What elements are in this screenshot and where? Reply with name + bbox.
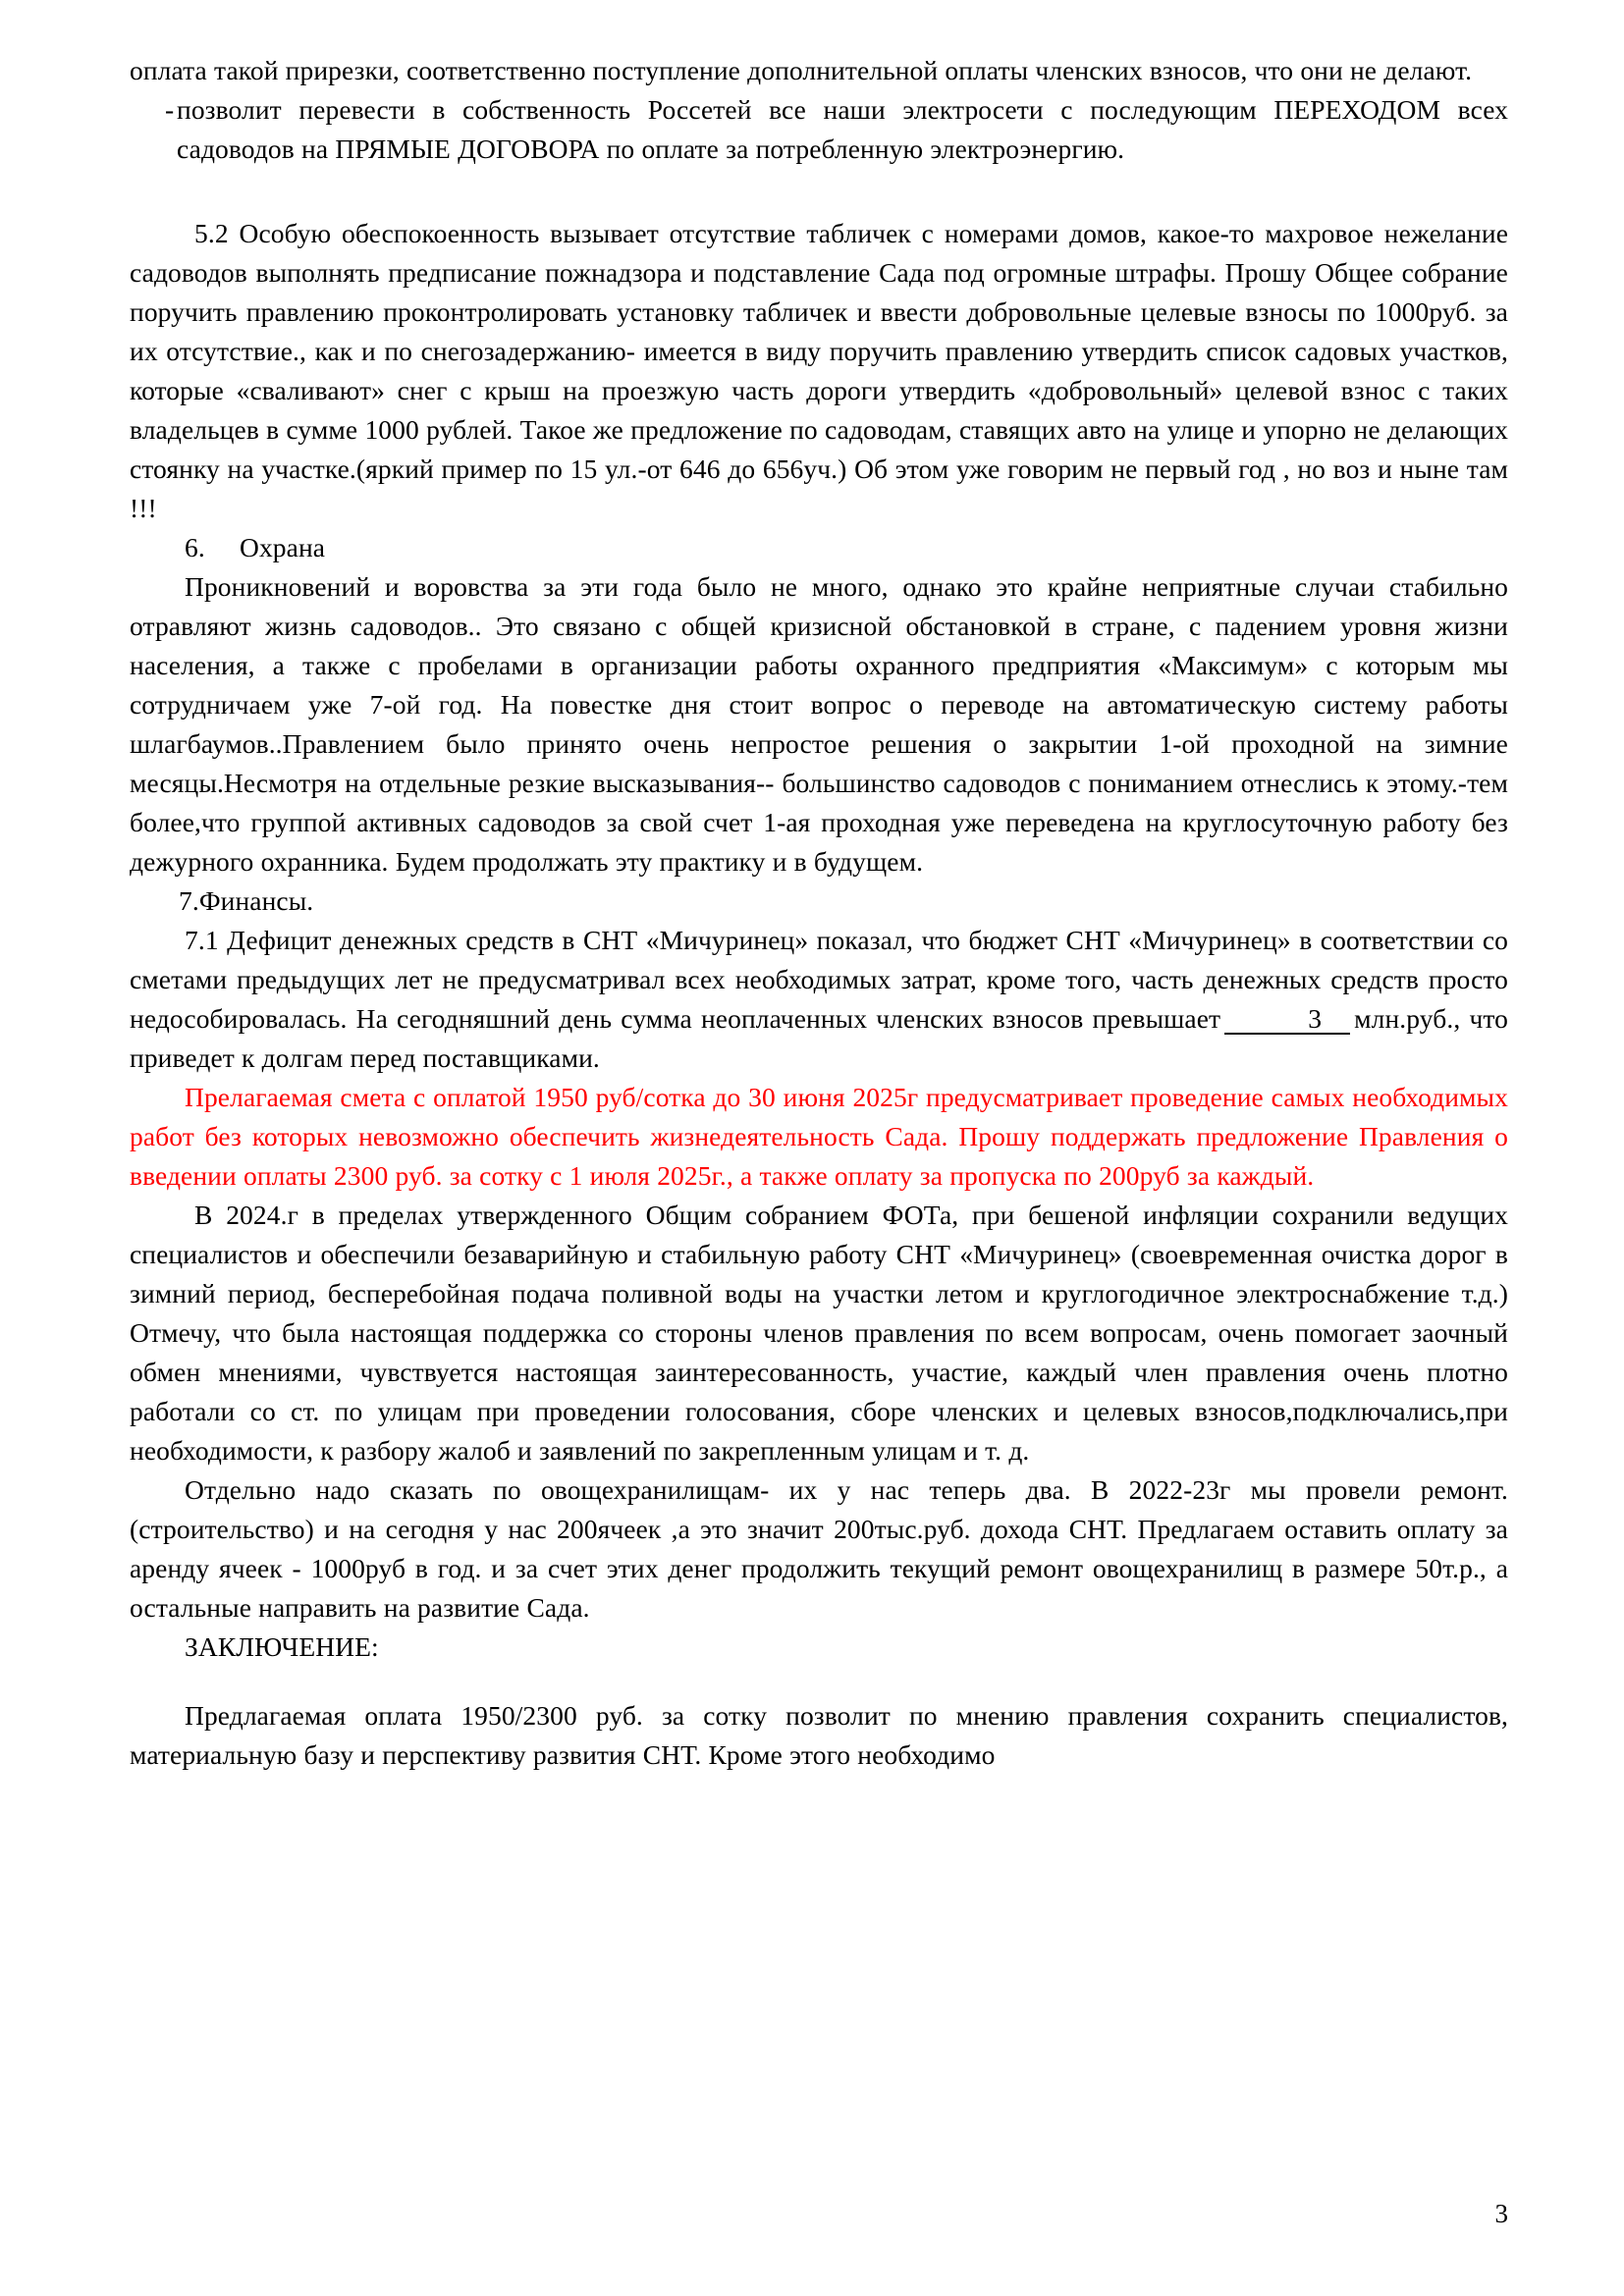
section-7-heading: 7.Финансы. [179,885,314,916]
paragraph-7-1-part-b: млн.руб., что приведет к долгам перед поставщиками. [130,1003,1508,1073]
paragraph-continued: оплата такой прирезки, соответственно поступление дополнительной оплаты членских взносов, что они не делают. [130,55,1473,85]
paragraph-red-proposal: Прелагаемая смета с оплатой 1950 руб/сотка до 30 июня 2025г предусматривает проведение самых необходимых работ без которых невозможно обеспечить жизнедеятельность Сада. Прошу поддержать предложение Правления о введении оплаты 2300 руб. за сотку с 1 июля 2025г., а также оплату за пропуска по 200руб за каждый. [130,1082,1508,1191]
paragraph-6-security: Проникновений и воровства за эти года было не много, однако это крайне неприятные случаи стабильно отравляют жизнь садоводов.. Это связано с общей кризисной обстановкой в стране, с падением уровня жизни населения, а также с пробелами в организации работы охранного предприятия «Максимум» с которым мы сотрудничаем уже 7-ой год. На повестке дня стоит вопрос о переводе на автоматическую систему работы шлагбаумов..Правлением было принято очень непростое решения о закрытии 1-ой проходной на зимние месяцы.Несмотря на отдельные резкие высказывания-- большинство садоводов с пониманием отнеслись к этому.-тем более,что группой активных садоводов за свой счет 1-ая проходная уже переведена на круглосуточную работу без дежурного охранника. Будем продолжать эту практику и в будущем. [130,571,1508,877]
section-6-number: 6. [185,532,205,562]
bullet-dash-marker: - [165,94,175,125]
paragraph-vegetable-storage: Отдельно надо сказать по овощехранилищам- их у нас теперь два. В 2022-23г мы провели ремонт.(строительство) и на сегодня у нас 200ячеек ,а это значит 200тыс.руб. дохода СНТ. Предлагаем оставить оплату за аренду ячеек - 1000руб в год. и за счет этих денег продолжить текущий ремонт овощехранилищ в размере 50т.р., а остальные направить на развитие Сада. [130,1474,1508,1623]
paragraph-conclusion: Предлагаемая оплата 1950/2300 руб. за сотку позволит по мнению правления сохранить специалистов, материальную базу и перспективу развития СНТ. Кроме этого необходимо [130,1700,1508,1770]
conclusion-heading: ЗАКЛЮЧЕНИЕ: [185,1631,379,1662]
section-6-title: Охрана [240,532,326,562]
paragraph-7-1-part-a: 7.1 Дефицит денежных средств в СНТ «Мичуринец» показал, что бюджет СНТ «Мичуринец» в соответствии со сметами предыдущих лет не предусматривал всех необходимых затрат, кроме того, часть денежных средств просто недособировалась. На сегодняшний день сумма неоплаченных членских взносов превышает [130,925,1508,1034]
document-body [130,51,1508,1775]
fill-in-blank-amount: 3 [1224,1005,1350,1035]
paragraph-2024-report: В 2024.г в пределах утвержденного Общим собранием ФОТа, при бешеной инфляции сохранили ведущих специалистов и обеспечили безаварийную и стабильную работу СНТ «Мичуринец» (своевременная очистка дорог в зимний период, бесперебойная подача поливной воды на участки летом и круглогодичное электроснабжение т.д.) Отмечу, что была настоящая поддержка со стороны членов правления по всем вопросам, очень помогает заочный обмен мнениями, чувствуется настоящая заинтересованность, участие, каждый член правления очень плотно работали со ст. по улицам при проведении голосования, сборе членских и целевых взносов,подключались,при необходимости, к разбору жалоб и заявлений по закрепленным улицам и т. д. [130,1200,1508,1466]
spacer [130,1667,1508,1696]
section-6-heading [130,528,1508,567]
paragraph-7-1 [130,921,1508,1078]
spacer [130,169,1508,214]
bullet-list-item [130,90,1508,169]
bullet-item-text: позволит перевести в собственность Россетей все наши электросети с последующим ПЕРЕХОДОМ всех садоводов на ПРЯМЫЕ ДОГОВОРА по оплате за потребленную электроэнергию. [177,94,1508,164]
paragraph-5-2: 5.2 Особую обеспокоенность вызывает отсутствие табличек с номерами домов, какое-то махровое нежелание садоводов выполнять предписание пожнадзора и подставление Сада под огромные штрафы. Прошу Общее собрание поручить правлению проконтролировать установку табличек и ввести добровольные целевые взносы по 1000руб. за их отсутствие., как и по снегозадержанию- имеется в виду поручить правлению утвердить список садовых участков, которые «сваливают» снег с крыш на проезжую часть дороги утвердить «добровольный» целевой взнос с таких владельцев в сумме 1000 рублей. Такое же предложение по садоводам, ставящих авто на улице и упорно не делающих стоянку на участке.(яркий пример по 15 ул.-от 646 до 656уч.) Об этом уже говорим не первый год , но воз и ныне там !!! [130,218,1508,523]
page-number: 3 [1494,2199,1508,2228]
